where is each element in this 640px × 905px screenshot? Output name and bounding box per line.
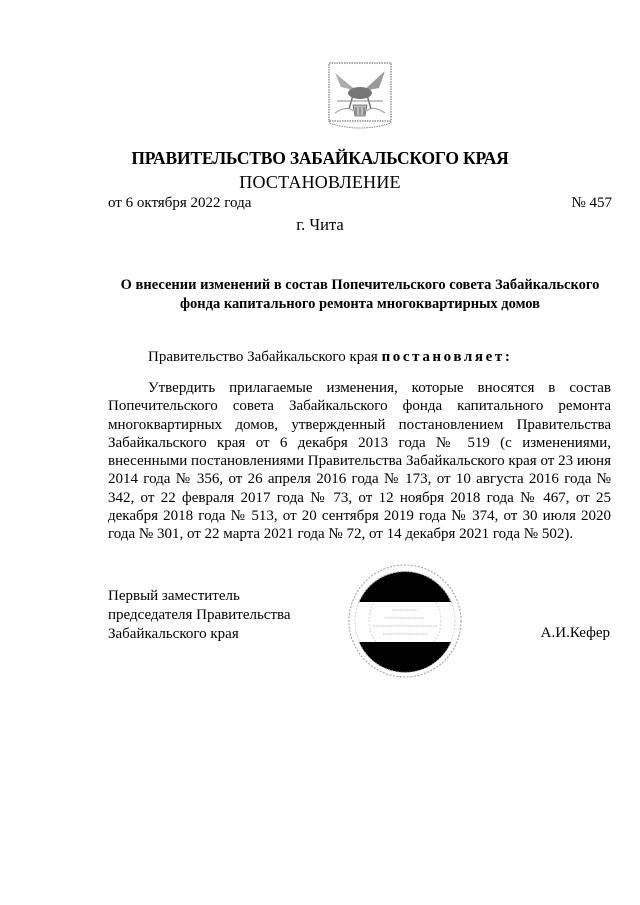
body-paragraph: Утвердить прилагаемые изменения, которые вносятся в состав Попечительского совета Забайкальского фонда капитального ремонта многоквартирных домов, утвержденный постановлением Правительства Забайкальского края от 6 декабря 2013 года № 519 (с изменениями, внесенными постановлениями Правительства Забайкальского края от 23 июня 2014 года № 356, от 26 апреля 2016 года № 173, от 10 августа 2016 года № 342, от 22 февраля 2017 года № 73, от 12 ноября 2018 года № 467, от 25 декабря 2018 года № 513, от 20 сентября 2019 года № 374, от 30 июля 2020 года № 301, от 22 марта 2021 года № 72, от 14 декабря 2021 года № 502).	[108, 380, 611, 543]
authority-title: ПРАВИТЕЛЬСТВО ЗАБАЙКАЛЬСКОГО КРАЯ	[131, 148, 509, 168]
document-city: г. Чита	[296, 215, 344, 234]
document-subject: О внесении изменений в состав Попечительского совета Забайкальского фонда капитального ремонта многоквартирных домов	[120, 277, 600, 312]
preamble	[148, 349, 512, 366]
signer-title	[108, 587, 291, 644]
document-number: № 457	[571, 195, 612, 211]
preamble-text: Правительство Забайкальского края	[148, 349, 382, 365]
signer-title-line: Забайкальского края	[108, 626, 239, 642]
document-date: от 6 октября 2022 года	[108, 195, 252, 211]
document-type: ПОСТАНОВЛЕНИЕ	[239, 172, 401, 192]
signer-title-line: Первый заместитель	[108, 588, 240, 604]
signer-name: А.И.Кефер	[540, 625, 610, 641]
signer-title-line: председателя Правительства	[108, 607, 291, 623]
coat-of-arms-icon	[327, 61, 393, 133]
preamble-emphasis: постановляет:	[381, 349, 513, 365]
official-seal-icon	[345, 562, 465, 680]
